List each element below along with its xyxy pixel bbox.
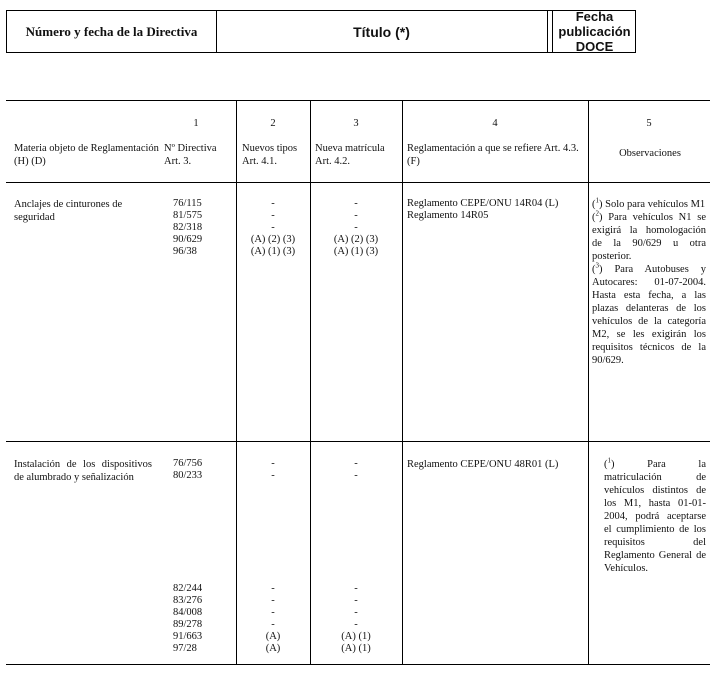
section2-new-types-a xyxy=(237,458,309,482)
new-type-value: - xyxy=(271,470,275,481)
section2-new-registration-a xyxy=(311,458,401,482)
section1-new-types xyxy=(237,198,309,258)
new-type-value: - xyxy=(271,595,275,606)
col-number-3: 3 xyxy=(353,118,359,129)
directive-table xyxy=(6,100,710,665)
col-header-new-types: Nuevos tipos Art. 4.1. xyxy=(242,143,298,167)
col-divider xyxy=(402,101,403,664)
col-header-subject: Materia objeto de Reglamentación (H) (D) xyxy=(14,143,159,167)
col-divider xyxy=(236,101,237,664)
regulation-line: Reglamento CEPE/ONU 14R04 (L) xyxy=(407,198,559,209)
new-type-value: - xyxy=(271,607,275,618)
new-registration-value: - xyxy=(354,595,358,606)
new-registration-value: - xyxy=(354,210,358,221)
directive-number: 90/629 xyxy=(173,234,203,245)
section1-regulation xyxy=(407,198,585,222)
directive-number: 84/008 xyxy=(173,607,203,618)
observation-note-3: ($^3$) Para Autobuses y Autocares: 01-07-2004. Hasta esta fecha, a las plazas delanteras de los vehículos de la categoría M2, se les exigirán los requisitos técnicos de la 90/629. xyxy=(592,261,706,366)
new-registration-value: - xyxy=(354,222,358,233)
col-header-observations: Observaciones xyxy=(619,148,681,159)
new-registration-value: - xyxy=(354,619,358,630)
directive-number: 96/38 xyxy=(173,246,197,257)
directive-number: 91/663 xyxy=(173,631,203,642)
header-directive-number: Número y fecha de la Directiva xyxy=(7,11,217,52)
new-registration-value: - xyxy=(354,470,358,481)
observation-note-1: ($^1$) Solo para vehículos M1 xyxy=(592,196,706,210)
section1-observations xyxy=(592,198,706,367)
section2-directives-a xyxy=(173,458,233,482)
directive-number: 83/276 xyxy=(173,595,203,606)
section2-subject: Instalación de los dispositivos de alumbrado y señalización xyxy=(14,459,152,483)
new-registration-value: (A) (1) xyxy=(341,643,371,654)
new-registration-value: (A) (1) (3) xyxy=(333,246,379,257)
directive-number: 80/233 xyxy=(173,470,203,481)
observation-note-1: ($^1$) Para la matriculación de vehículos distintos de los M1, hasta 01-01-2004, podrá aceptarse el cumplimiento de los requisitos del Reglamento General de Vehículos. xyxy=(604,456,706,574)
directive-number: 81/575 xyxy=(173,210,203,221)
header-publication-date: Fecha publicación DOCE xyxy=(552,11,636,52)
directive-number: 76/756 xyxy=(173,458,203,469)
section1-new-registration xyxy=(311,198,401,258)
col-number-5: 5 xyxy=(646,118,652,129)
col-number-4: 4 xyxy=(492,118,498,129)
section2-observations xyxy=(604,458,706,575)
section2-regulation: Reglamento CEPE/ONU 48R01 (L) xyxy=(407,459,559,470)
new-type-value: - xyxy=(271,583,275,594)
section1-subject: Anclajes de cinturones de seguridad xyxy=(14,199,123,223)
new-type-value: (A) xyxy=(265,631,281,642)
directive-number: 76/115 xyxy=(173,198,202,209)
new-registration-value: - xyxy=(354,198,358,209)
new-registration-value: - xyxy=(354,458,358,469)
directive-number: 82/318 xyxy=(173,222,203,233)
col-header-directive: Nº Directiva Art. 3. xyxy=(164,143,217,167)
directive-number: 97/28 xyxy=(173,643,197,654)
directive-number: 89/278 xyxy=(173,619,203,630)
col-number-2: 2 xyxy=(270,118,276,129)
observation-note-2: ($^2$) Para vehículos N1 se exigirá la homologación de la 90/629 u otra posterior. xyxy=(592,209,707,262)
col-divider xyxy=(588,101,589,664)
new-registration-value: - xyxy=(354,607,358,618)
header-divider xyxy=(6,182,710,183)
col-divider xyxy=(310,101,311,664)
section1-directives xyxy=(173,198,233,258)
section2-directives-b xyxy=(173,583,233,655)
new-type-value: - xyxy=(271,210,275,221)
document-header xyxy=(6,10,636,53)
directive-number: 82/244 xyxy=(173,583,203,594)
section2-new-types-b xyxy=(237,583,309,655)
new-type-value: - xyxy=(271,198,275,209)
regulation-line: Reglamento 14R05 xyxy=(407,210,489,221)
section2-new-registration-b xyxy=(311,583,401,655)
header-title: Título (*) xyxy=(216,11,548,52)
col-number-1: 1 xyxy=(193,118,199,129)
new-type-value: (A) (1) (3) xyxy=(250,246,296,257)
new-registration-value: (A) (1) xyxy=(341,631,371,642)
new-registration-value: (A) (2) (3) xyxy=(333,234,379,245)
new-registration-value: - xyxy=(354,583,358,594)
new-type-value: - xyxy=(271,619,275,630)
new-type-value: (A) xyxy=(265,643,281,654)
new-type-value: (A) (2) (3) xyxy=(250,234,296,245)
new-type-value: - xyxy=(271,458,275,469)
row-divider xyxy=(6,441,710,442)
col-header-new-registration: Nueva matrícula Art. 4.2. xyxy=(315,143,385,167)
col-header-regulation: Reglamentación a que se refiere Art. 4.3. (F) xyxy=(407,143,579,167)
new-type-value: - xyxy=(271,222,275,233)
